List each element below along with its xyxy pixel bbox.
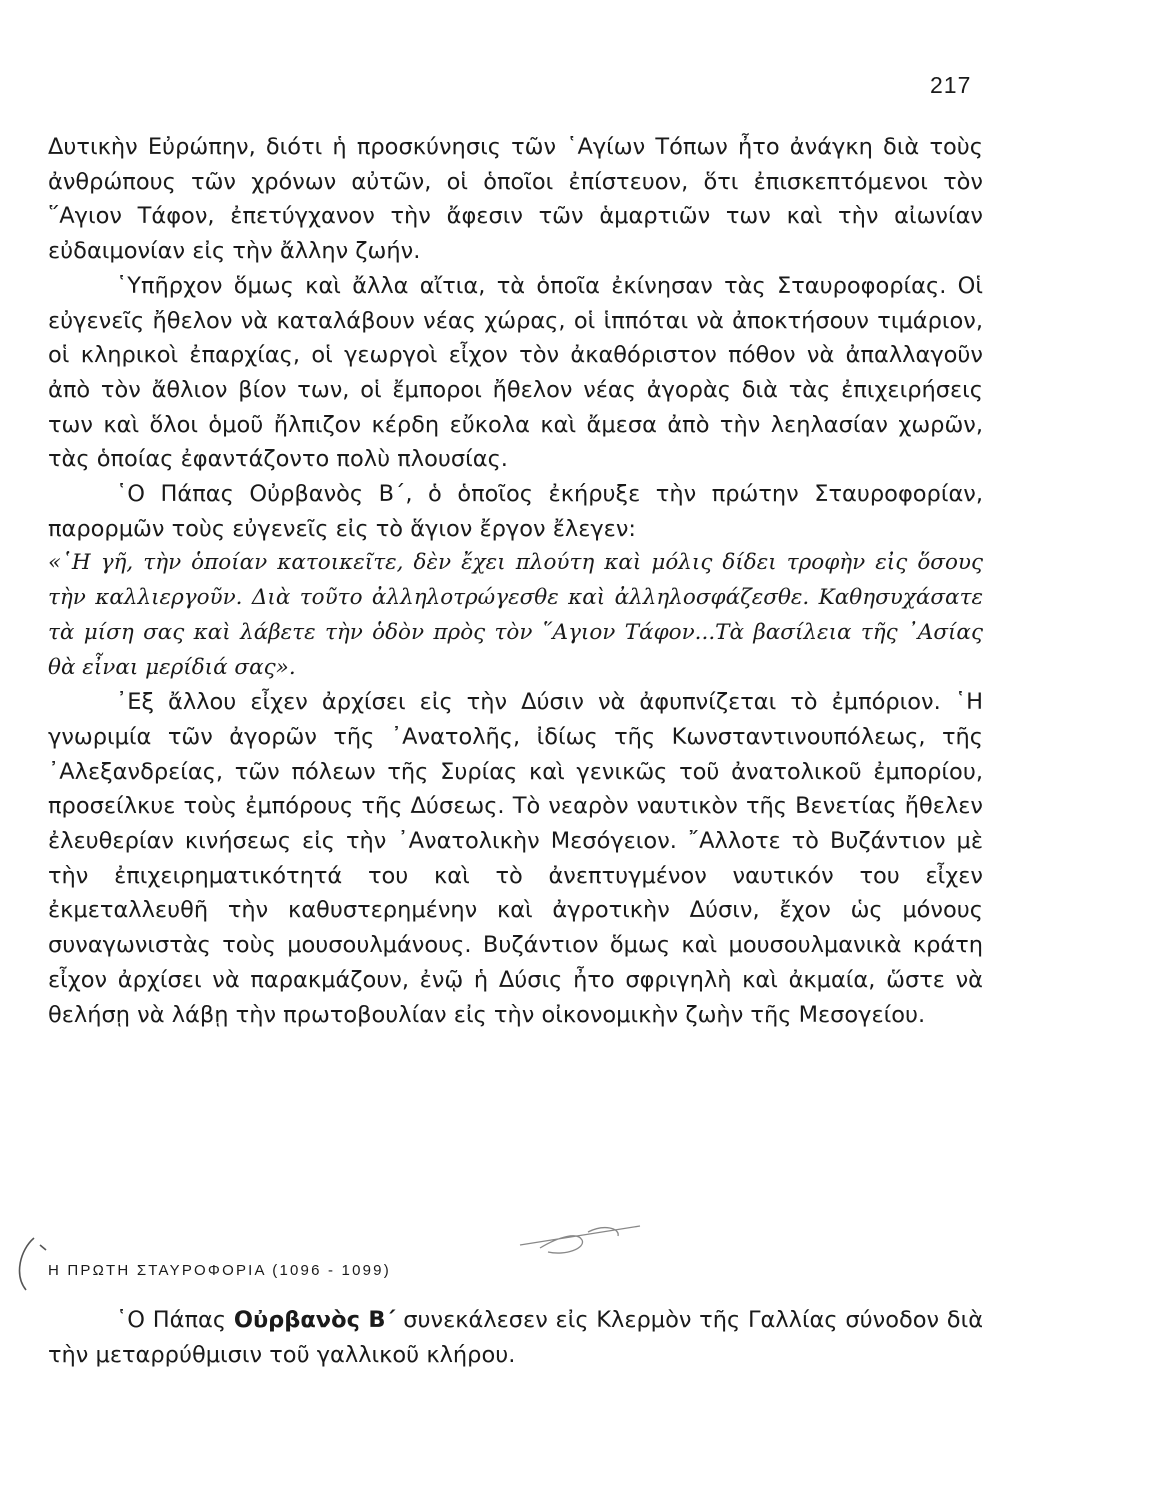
pencil-mark-left — [20, 1238, 46, 1290]
pope-name: Οὐρβανὸς Β΄ — [233, 1307, 396, 1333]
paragraph-trade: ᾿Εξ ἄλλου εἶχεν ἀρχίσει εἰς τὴν Δύσιν νὰ ἀφυπνίζεται τὸ ἐμπόριον. ῾Η γνωριμία τῶν ἀγορῶν τῆς ᾿Ανατολῆς, ἰδίως τῆς Κωνσταντινουπόλεως, τῆς ᾿Αλεξανδρείας, τῶν πόλεων τῆς Συρίας καὶ γενικῶς τοῦ ἀνατολικοῦ ἐμπορίου, προσείλκυε τοὺς ἐμπόρους τῆς Δύσεως. Τὸ νεαρὸν ναυτικὸν τῆς Βενετίας ἤθελεν ἐλευθερίαν κινήσεως εἰς τὴν ᾿Ανατολικὴν Μεσόγειον. ῎Αλλοτε τὸ Βυζάντιον μὲ τὴν ἐπιχειρηματικότητά του καὶ τὸ ἀνεπτυγμένον ναυτικόν του εἶχεν ἐκμεταλλευθῆ τὴν καθυστερημένην καὶ ἀγροτικὴν Δύσιν, ἔχον ὡς μόνους συναγωνιστὰς τοὺς μουσουλμάνους. Βυζάντιον ὅμως καὶ μουσουλμανικὰ κράτη εἶχον ἀρχίσει νὰ παρακμάζουν, ἐνῷ ἡ Δύσις ἦτο σφριγηλὴ καὶ ἀκμαία, ὥστε νὰ θελήσῃ νὰ λάβῃ τὴν πρωτοβουλίαν εἰς τὴν οἰκονομικὴν ζωὴν τῆς Μεσογείου. — [48, 689, 983, 1028]
section-text — [48, 1303, 983, 1372]
paragraph-urban: ῾Ο Πάπας Οὐρβανὸς Β΄, ὁ ὁποῖος ἐκήρυξε τὴν πρώτην Σταυροφορίαν, παρορμῶν τοὺς εὐγενεῖς εἰς τὸ ἅγιον ἔργον ἔλεγεν: — [48, 481, 983, 542]
paragraph-continuation: Δυτικὴν Εὐρώπην, διότι ἡ προσκύνησις τῶν ῾Αγίων Τόπων ἦτο ἀνάγκη διὰ τοὺς ἀνθρώπους τῶν χρόνων αὐτῶν, οἱ ὁποῖοι ἐπίστευον, ὅτι ἐπισκεπτόμενοι τὸν ῞Αγιον Τάφον, ἐπετύγχανον τὴν ἄφεσιν τῶν ἁμαρτιῶν των καὶ τὴν αἰωνίαν εὐδαιμονίαν εἰς τὴν ἄλλην ζωήν. — [48, 134, 983, 265]
section-intro: ῾Ο Πάπας — [116, 1307, 227, 1333]
pencil-mark-right — [520, 1226, 640, 1253]
section-rest: συνεκάλεσεν εἰς Κλερμὸν τῆς Γαλλίας σύνοδον διὰ τὴν μεταρρύθμισιν τοῦ γαλλικοῦ κλήρου. — [48, 1307, 984, 1368]
paragraph-causes: ῾Υπῆρχον ὅμως καὶ ἄλλα αἴτια, τὰ ὁποῖα ἐκίνησαν τὰς Σταυροφορίας. Οἱ εὐγενεῖς ἤθελον νὰ καταλάβουν νέας χώρας, οἱ ἱππόται νὰ ἀποκτήσουν τιμάριον, οἱ κληρικοὶ ἐπαρχίας, οἱ γεωργοὶ εἶχον τὸν ἀκαθόριστον πόθον νὰ ἀπαλλαγοῦν ἀπὸ τὸν ἄθλιον βίον των, οἱ ἔμποροι ἤθελον νέας ἀγορὰς διὰ τὰς ἐπιχειρήσεις των καὶ ὅλοι ὁμοῦ ἤλπιζον κέρδη εὔκολα καὶ ἄμεσα ἀπὸ τὴν λεηλασίαν χωρῶν, τὰς ὁποίας ἐφαντάζοντο πολὺ πλουσίας. — [48, 272, 983, 473]
urban-quote: «῾Η γῆ, τὴν ὁποίαν κατοικεῖτε, δὲν ἔχει πλούτη καὶ μόλις δίδει τροφὴν εἰς ὅσους τὴν καλλιεργοῦν. Διὰ τοῦτο ἀλληλοτρώγεσθε καὶ ἀλληλοσφάζεσθε. Καθησυχάσατε τὰ μίση σας καὶ λάβετε τὴν ὁδὸν πρὸς τὸν ῞Αγιον Τάφον...Τὰ βασίλεια τῆς ᾿Ασίας θὰ εἶναι μερίδιά σας». — [48, 550, 983, 680]
page-number: 217 — [930, 72, 972, 98]
section-paragraph — [48, 1303, 983, 1372]
section-heading: Η ΠΡΩΤΗ ΣΤΑΥΡΟΦΟΡΙΑ (1096 - 1099) — [48, 1262, 391, 1279]
main-text — [48, 130, 983, 1032]
